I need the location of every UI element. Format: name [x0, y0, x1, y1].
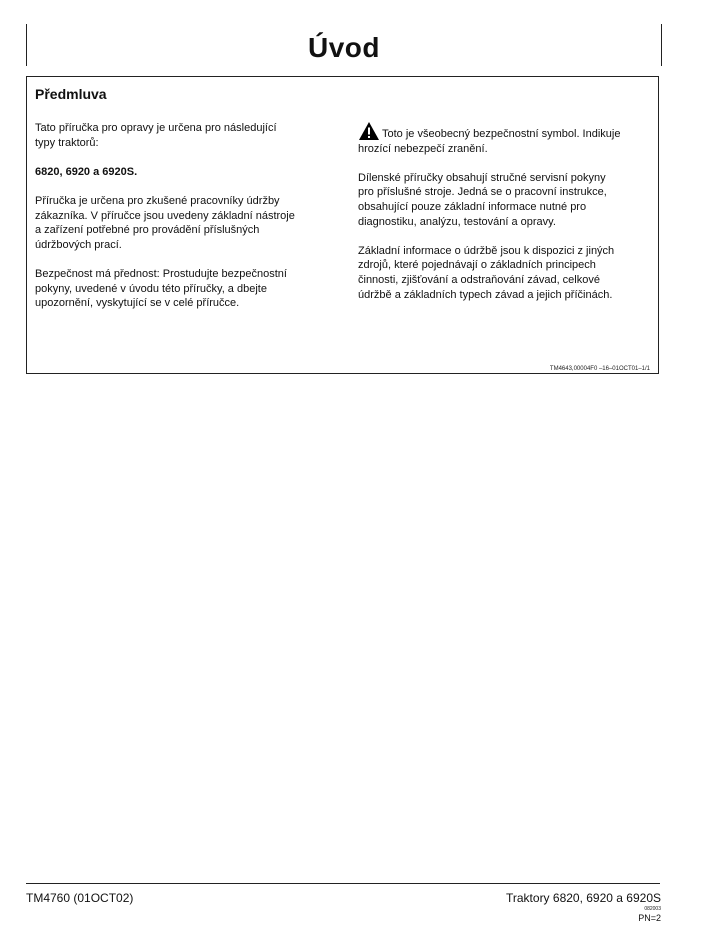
- warning-paragraph: [358, 121, 658, 156]
- text-line: pokyny, uvedené v úvodu této příručky, a dbejte: [35, 282, 267, 295]
- text-line: Základní informace o údržbě jsou k dispozici z jiných: [358, 244, 615, 257]
- text-line: zákazníka. V příručce jsou uvedeny základní nástroje: [35, 209, 295, 222]
- text-line: upozornění, vyskytující se v celé příručce.: [35, 297, 240, 310]
- text-line: údržbových prací.: [35, 238, 122, 251]
- audience-paragraph: [35, 194, 325, 252]
- reference-code: TM4643,00004F0 –16–01OCT01–1/1: [549, 366, 650, 372]
- text-line: a zařízení potřebné pro provádění příslušných: [35, 224, 260, 237]
- section-heading: Předmluva: [35, 86, 107, 102]
- text-line: Příručka je určena pro zkušené pracovníky údržby: [35, 194, 280, 207]
- text-line: Bezpečnost má přednost: Prostudujte bezpečnostní: [35, 267, 287, 280]
- warning-triangle-icon: [358, 121, 380, 141]
- text-line: zdrojů, které pojednávají o základních principech: [358, 259, 596, 272]
- right-column: [358, 121, 658, 302]
- text-line: činnosti, zjišťování a odstraňování závad, celkové: [358, 273, 600, 286]
- intro-paragraph: [35, 121, 325, 150]
- footer-divider: [26, 883, 660, 884]
- text-line: diagnostiku, analýzu, testování a opravy.: [358, 215, 556, 228]
- text-line: hrozící nebezpečí zranění.: [358, 142, 488, 155]
- page-number: PN=2: [638, 913, 661, 923]
- page-title: Úvod: [308, 32, 380, 63]
- footer-document-id: TM4760 (01OCT02): [26, 891, 134, 905]
- footer-title: Traktory 6820, 6920 a 6920S: [506, 891, 661, 905]
- basic-info-paragraph: [358, 244, 658, 302]
- text-line: Tato příručka pro opravy je určena pro následující: [35, 122, 277, 134]
- preface-section: [26, 76, 659, 374]
- workshop-manuals-paragraph: [358, 171, 658, 229]
- left-column: [35, 121, 325, 311]
- text-line: Toto je všeobecný bezpečnostní symbol. Indikuje: [382, 128, 621, 140]
- text-line: typy traktorů:: [35, 136, 99, 149]
- models-paragraph: 6820, 6920 a 6920S.: [35, 165, 138, 178]
- text-line: obsahující pouze základní informace nutné pro: [358, 200, 587, 213]
- text-line: údržbě a základních typech závad a jejich příčinách.: [358, 288, 613, 301]
- text-line: pro příslušné stroje. Jedná se o pracovní instrukce,: [358, 186, 607, 199]
- safety-paragraph: [35, 267, 325, 311]
- footer-code: 082003: [644, 906, 661, 912]
- text-line: Dílenské příručky obsahují stručné servisní pokyny: [358, 171, 606, 184]
- title-box: [26, 24, 662, 66]
